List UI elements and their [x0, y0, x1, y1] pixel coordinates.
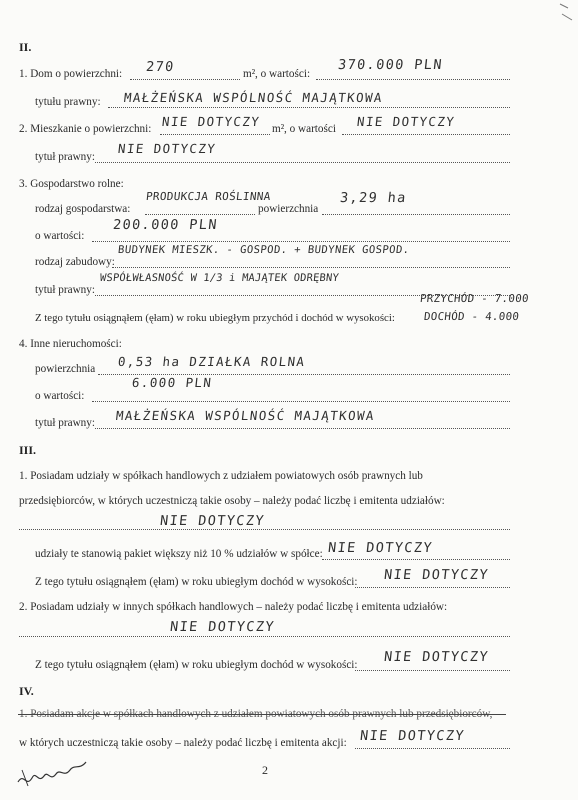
sec3-q2-line	[19, 636, 510, 637]
sec3-q1-income: NIE DOTYCZY	[383, 567, 490, 583]
section-2-heading: II.	[19, 40, 32, 54]
flat-value: NIE DOTYCZY	[356, 114, 456, 129]
sec3-q1-pct-label: udziały te stanowią pakiet większy niż 10 % udziałów w spółce:	[35, 548, 323, 560]
farm-buildings-value: BUDYNEK MIESZK. - GOSPOD. + BUDYNEK GOSPOD.	[117, 244, 411, 256]
farm-buildings-line	[112, 267, 510, 268]
other-title-line	[95, 428, 510, 429]
section-4-heading: IV.	[19, 684, 34, 698]
sec4-q1-line1: 1. Posiadam akcje w spółkach handlowych z udziałem powiatowych osób prawnych lub przedsiębiorców,	[19, 708, 493, 720]
sec3-q2-line1: 2. Posiadam udziały w innych spółkach handlowych – należy podać liczbę i emitenta udziałów:	[19, 601, 448, 613]
flat-area-line	[160, 134, 270, 135]
flat-label: 2. Mieszkanie o powierzchni:	[19, 123, 152, 135]
other-title-value: MAŁŻEŃSKA WSPÓLNOŚĆ MAJĄTKOWA	[115, 408, 376, 423]
farm-income-label: Z tego tytułu osiągnąłem (ęłam) w roku ubiegłym przychód i dochód w wysokości:	[35, 312, 395, 324]
sec4-q1-answer: NIE DOTYCZY	[359, 728, 466, 744]
sec3-q1-income-line	[355, 587, 510, 588]
flat-title-label: tytuł prawny:	[35, 151, 95, 163]
other-area-label: powierzchnia	[35, 363, 96, 375]
farm-value: 200.000 PLN	[112, 217, 219, 233]
sec3-q2-income: NIE DOTYCZY	[383, 649, 490, 665]
other-value-label: o wartości:	[35, 390, 85, 402]
farm-buildings-label: rodzaj zabudowy:	[35, 256, 115, 268]
flat-title-line	[95, 162, 510, 163]
other-label: 4. Inne nieruchomości:	[19, 338, 122, 350]
sec3-q2-income-line	[355, 670, 510, 671]
house-area-value: 270	[145, 59, 176, 75]
section-3-heading: III.	[19, 443, 37, 457]
sec3-q2-answer: NIE DOTYCZY	[169, 619, 276, 635]
signature-scribble	[14, 752, 94, 792]
other-value-line	[92, 401, 510, 402]
house-value-line	[316, 79, 510, 80]
sec4-q1-line	[355, 748, 510, 749]
other-title-label: tytuł prawny:	[35, 417, 95, 429]
farm-label: 3. Gospodarstwo rolne:	[19, 178, 124, 190]
farm-value-line	[92, 241, 510, 242]
sec3-q1-income-label: Z tego tytułu osiągnąłem (ęłam) w roku ubiegłym dochód w wysokości:	[35, 576, 358, 588]
page-number: 2	[262, 763, 268, 777]
house-unit-label: m², o wartości:	[243, 68, 311, 80]
sec3-q1-line	[19, 529, 510, 530]
farm-area-value: 3,29 ha	[339, 190, 408, 206]
other-value: 6.000 PLN	[131, 375, 214, 390]
sec4-q1-line2: w których uczestniczą takie osoby – należy podać liczbę i emitenta akcji:	[19, 737, 347, 749]
flat-area-value: NIE DOTYCZY	[161, 114, 261, 129]
farm-income-revenue: PRZYCHÓD - 7.000	[419, 292, 530, 305]
farm-value-label: o wartości:	[35, 230, 85, 242]
farm-kind-line	[145, 214, 255, 215]
sec4-strike-line	[18, 714, 506, 715]
edge-mark	[556, 2, 576, 32]
flat-value-line	[342, 134, 510, 135]
farm-kind-label: rodzaj gospodarstwa:	[35, 203, 131, 215]
house-label: 1. Dom o powierzchni:	[19, 68, 123, 80]
house-value: 370.000 PLN	[337, 57, 444, 73]
house-title-label: tytułu prawny:	[35, 96, 101, 108]
farm-area-label: powierzchnia	[258, 203, 319, 215]
sec3-q1-pct-line	[322, 559, 510, 560]
farm-title-value: WSPÓŁWŁASNOŚĆ W 1/3 i MAJĄTEK ODRĘBNY	[99, 272, 340, 284]
sec3-q1-line2: przedsiębiorców, w których uczestniczą takie osoby – należy podać liczbę i emitenta udziałów:	[19, 495, 445, 507]
sec3-q2-income-label: Z tego tytułu osiągnąłem (ęłam) w roku ubiegłym dochód w wysokości:	[35, 659, 358, 671]
house-area-line	[130, 79, 240, 80]
house-title-value: MAŁŻEŃSKA WSPÓLNOŚĆ MAJĄTKOWA	[123, 90, 384, 105]
house-title-line	[108, 107, 510, 108]
farm-kind-value: PRODUKCJA ROŚLINNA	[145, 190, 272, 203]
sec3-q1-line1: 1. Posiadam udziały w spółkach handlowych z udziałem powiatowych osób prawnych lub	[19, 470, 423, 482]
farm-title-label: tytuł prawny:	[35, 284, 95, 296]
flat-title-value: NIE DOTYCZY	[117, 141, 217, 156]
sec3-q1-answer: NIE DOTYCZY	[159, 513, 266, 529]
flat-unit-label: m², o wartości	[272, 123, 336, 135]
farm-income-net: DOCHÓD - 4.000	[423, 310, 520, 323]
sec3-q1-pct: NIE DOTYCZY	[327, 540, 434, 556]
farm-area-line	[322, 214, 510, 215]
other-area-value: 0,53 ha DZIAŁKA ROLNA	[117, 354, 307, 369]
